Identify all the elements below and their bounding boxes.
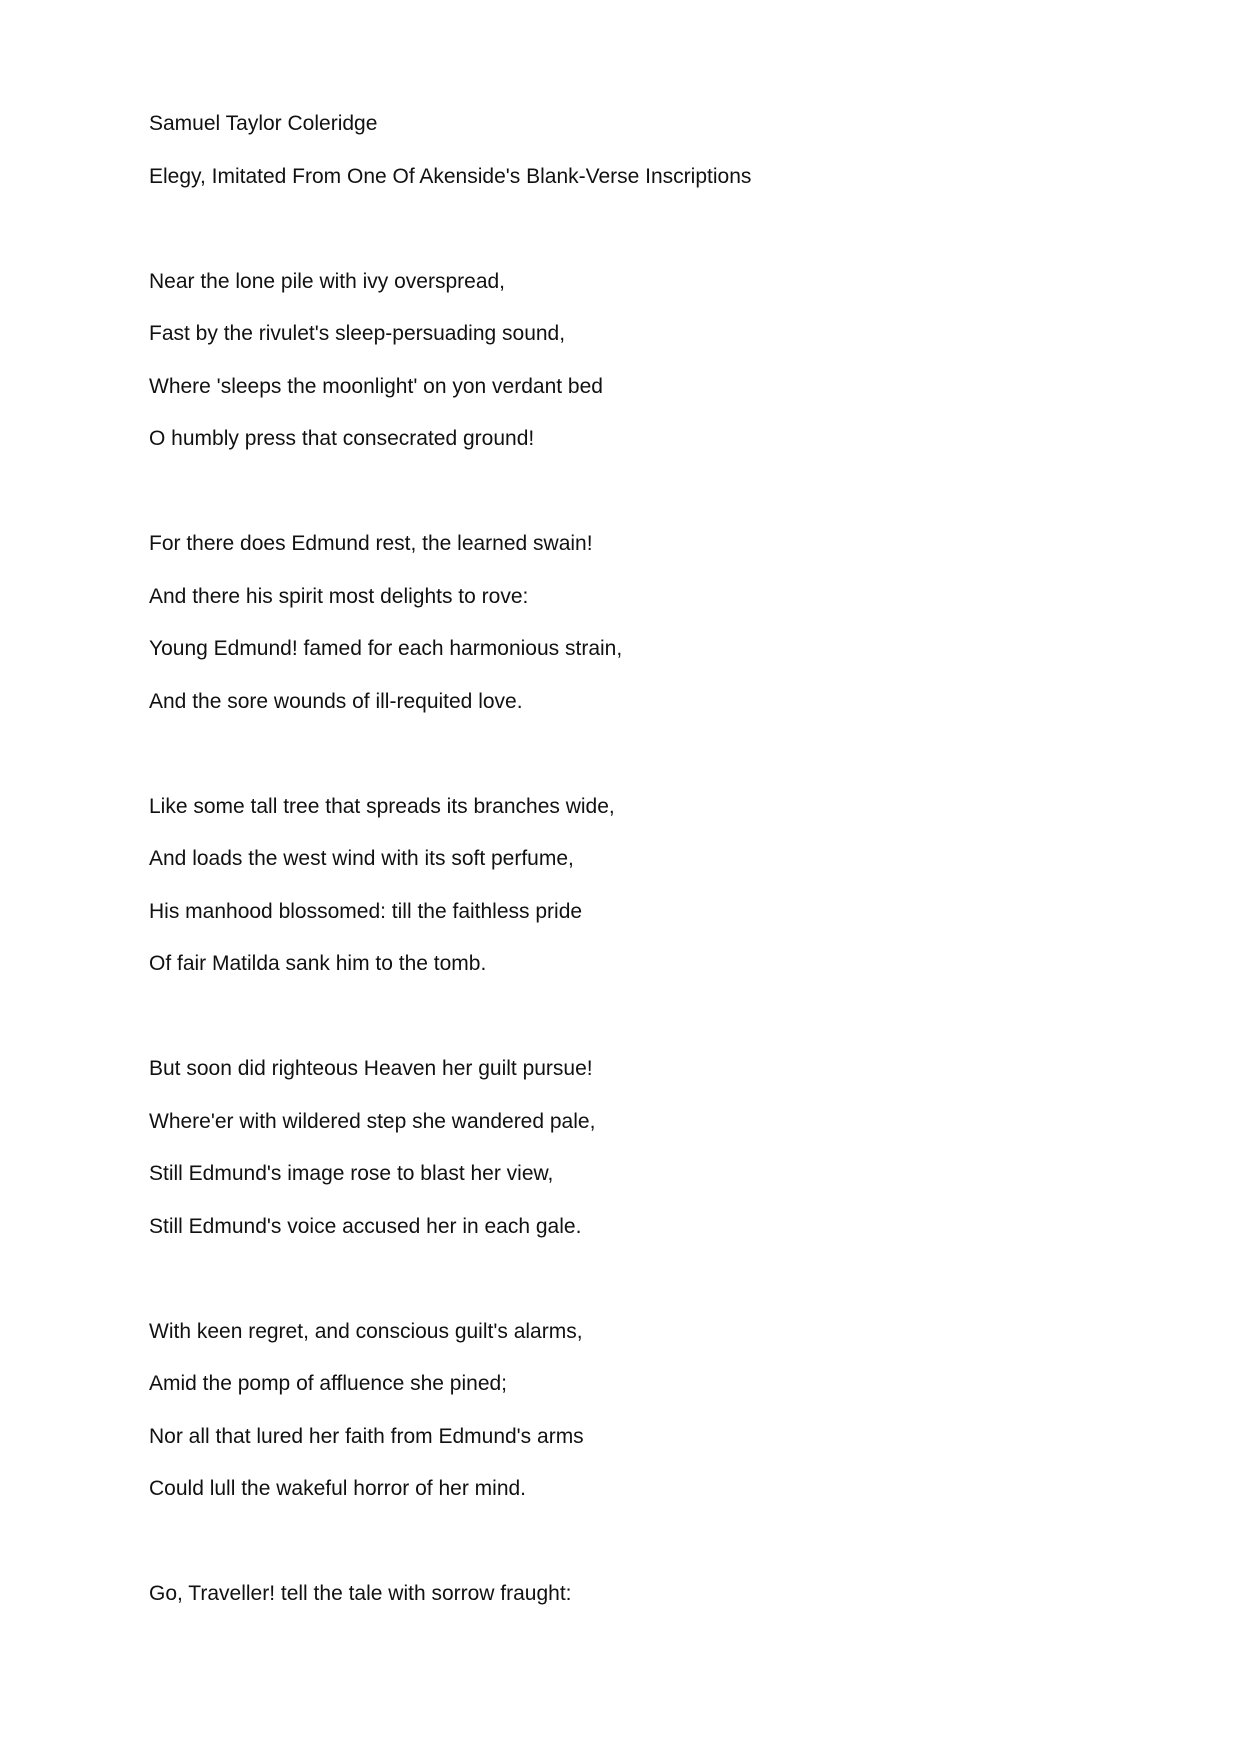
stanza-4: [149, 1055, 1149, 1241]
verse-line: O humbly press that consecrated ground!: [149, 427, 535, 450]
document-page: [149, 110, 1149, 1608]
stanza-2: [149, 530, 1149, 716]
stanza-spacer: [149, 1503, 1149, 1580]
stanza-spacer: [149, 978, 1149, 1055]
spacer: [149, 215, 1149, 268]
author-name: Samuel Taylor Coleridge: [149, 112, 378, 135]
stanza-spacer: [149, 453, 1149, 530]
verse-line: For there does Edmund rest, the learned swain!: [149, 532, 593, 555]
stanza-5: [149, 1318, 1149, 1504]
stanza-1: [149, 268, 1149, 454]
verse-line: Still Edmund's image rose to blast her view,: [149, 1162, 554, 1185]
verse-line: Where 'sleeps the moonlight' on yon verdant bed: [149, 374, 603, 398]
verse-line: Amid the pomp of affluence she pined;: [149, 1372, 508, 1395]
stanza-spacer: [149, 1241, 1149, 1318]
verse-line: Of fair Matilda sank him to the tomb.: [149, 952, 487, 975]
verse-line: And the sore wounds of ill-requited love.: [149, 689, 523, 713]
verse-line: And loads the west wind with its soft perfume,: [149, 847, 574, 870]
verse-line: Like some tall tree that spreads its branches wide,: [149, 794, 615, 818]
verse-line: With keen regret, and conscious guilt's alarms,: [149, 1319, 583, 1343]
verse-line: Young Edmund! famed for each harmonious strain,: [149, 637, 623, 660]
verse-line: Nor all that lured her faith from Edmund's arms: [149, 1424, 584, 1448]
verse-line: Near the lone pile with ivy overspread,: [149, 269, 506, 293]
verse-line: Fast by the rivulet's sleep-persuading sound,: [149, 322, 566, 345]
verse-line: And there his spirit most delights to rove:: [149, 584, 529, 608]
verse-line: Could lull the wakeful horror of her mind.: [149, 1477, 527, 1500]
poem-title: Elegy, Imitated From One Of Akenside's Blank-Verse Inscriptions: [149, 164, 752, 188]
verse-line: But soon did righteous Heaven her guilt pursue!: [149, 1057, 593, 1080]
verse-line: Go, Traveller! tell the tale with sorrow fraught:: [149, 1582, 572, 1605]
verse-line: Where'er with wildered step she wandered pale,: [149, 1109, 596, 1133]
stanza-3: [149, 793, 1149, 979]
stanza-6: [149, 1580, 1149, 1608]
stanza-spacer: [149, 716, 1149, 793]
verse-line: His manhood blossomed: till the faithless pride: [149, 899, 583, 923]
verse-line: Still Edmund's voice accused her in each gale.: [149, 1214, 582, 1238]
